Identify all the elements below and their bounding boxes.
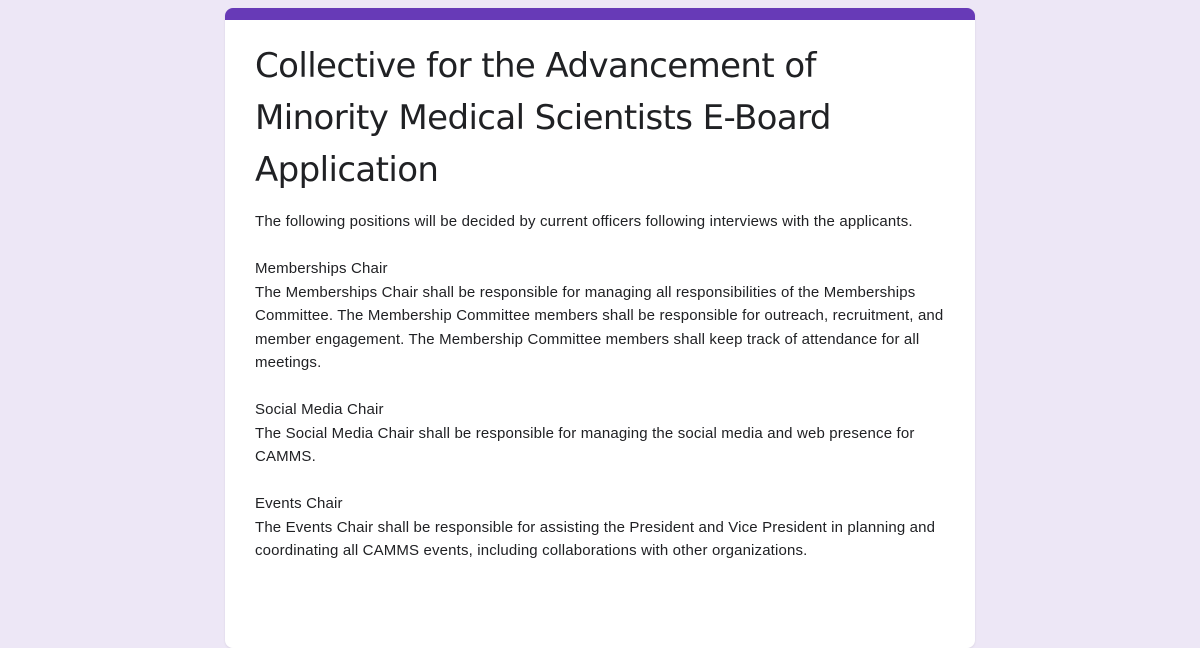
position-description: The Memberships Chair shall be responsible for managing all responsibilities of the Memberships Committee. The Membership Committee members shall be responsible for outreach, recruitment, and member engagement. The Membership Committee members shall keep track of attendance for all meetings. — [255, 283, 944, 371]
position-name: Memberships Chair — [255, 260, 388, 277]
form-title: Collective for the Advancement of Minority Medical Scientists E-Board Application — [255, 46, 831, 190]
position-description: The Social Media Chair shall be responsible for managing the social media and web presence for CAMMS. — [255, 424, 915, 465]
form-description — [255, 210, 945, 563]
position-description: The Events Chair shall be responsible for assisting the President and Vice President in planning and coordinating all CAMMS events, including collaborations with other organizations. — [255, 518, 936, 559]
position-name: Social Media Chair — [255, 401, 384, 418]
position-memberships-chair — [255, 257, 945, 375]
form-header-card — [225, 8, 975, 648]
theme-accent-bar — [225, 8, 975, 20]
position-events-chair — [255, 492, 945, 563]
position-name: Events Chair — [255, 495, 343, 512]
form-intro: The following positions will be decided by current officers following interviews with the applicants. — [255, 213, 913, 230]
position-social-media-chair — [255, 398, 945, 469]
form-header-content — [225, 20, 975, 563]
